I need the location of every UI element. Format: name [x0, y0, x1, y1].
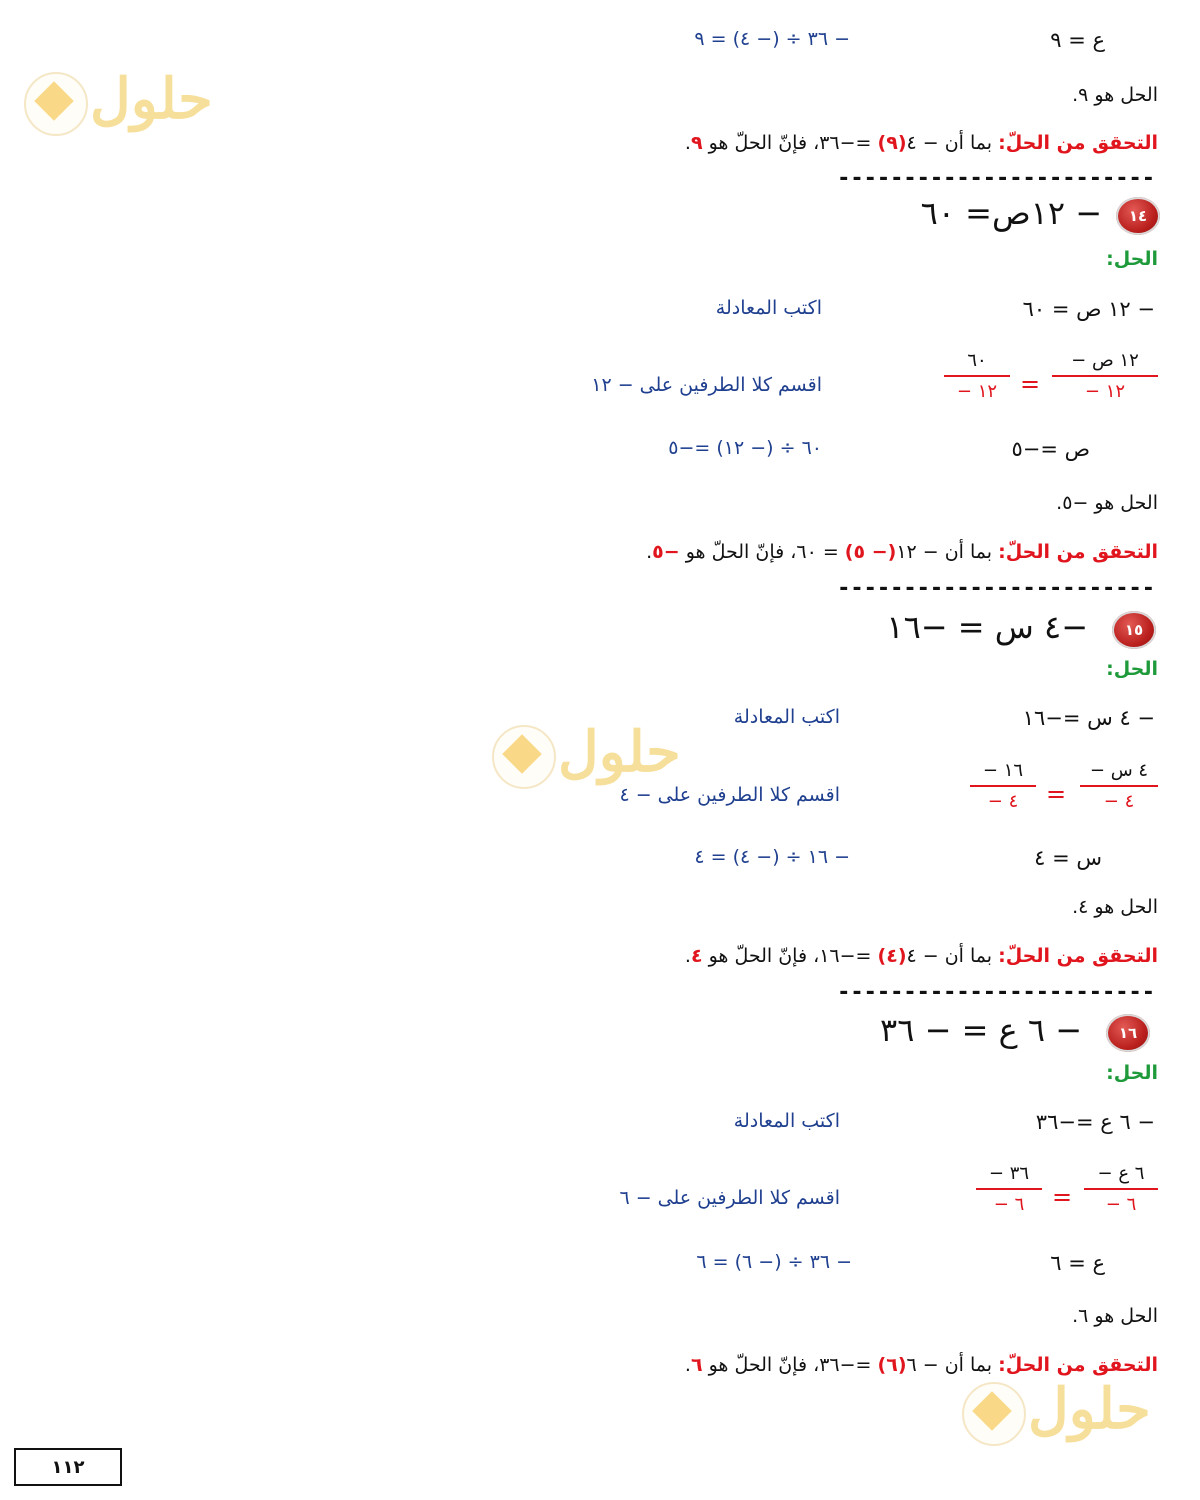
divider: ------------------------ [837, 576, 1155, 601]
step-note: − ١٦ ÷ (− ٤) = ٤ [694, 846, 850, 868]
step-equation: − ١٢ ص = ٦٠ [1022, 297, 1155, 321]
check-line: التحقق من الحلّ: بما أن − ٤(٤) =−١٦، فإنّ الحلّ هو ٤. [684, 945, 1158, 967]
step-equation: − ٦ ع =−٣٦ [1035, 1110, 1155, 1134]
step-note: اكتب المعادلة [733, 1110, 840, 1132]
fraction-right: − ٣٦ − ٦ [976, 1163, 1042, 1215]
fraction-right: − ١٦ − ٤ [970, 760, 1036, 812]
check-line: التحقق من الحلّ: بما أن − ٦(٦) =−٣٦، فإنّ الحلّ هو ٦. [684, 1354, 1158, 1376]
step-equation: ص =−٥ [1011, 437, 1090, 461]
problem-badge: ١٤ [1116, 197, 1160, 235]
equals-sign: = [1052, 1183, 1073, 1211]
check-line: التحقق من الحلّ: بما أن − ١٢(− ٥) = ٦٠، فإنّ الحلّ هو −٥. [646, 541, 1158, 563]
fraction-left: − ١٢ ص − ١٢ [1052, 350, 1158, 402]
step-note: − ٣٦ ÷ (− ٤) = ٩ [694, 28, 850, 50]
problem-equation: − ١٢ص= ٦٠ [920, 194, 1102, 232]
solution-label: الحل: [1106, 1062, 1158, 1084]
equals-sign: = [1046, 780, 1067, 808]
check-line: التحقق من الحلّ: بما أن − ٤(٩) =−٣٦، فإنّ الحلّ هو ٩. [684, 132, 1158, 154]
solution-label: الحل: [1106, 658, 1158, 680]
problem-badge: ١٦ [1106, 1014, 1150, 1052]
problem-equation: −٤ س = −١٦ [886, 608, 1088, 646]
step-equation: ع = ٩ [1050, 28, 1105, 52]
equals-sign: = [1020, 370, 1041, 398]
check-label: التحقق من الحلّ: [998, 132, 1158, 154]
divider: ------------------------ [837, 980, 1155, 1005]
step-equation: ع = ٦ [1050, 1251, 1105, 1275]
step-note: اكتب المعادلة [733, 706, 840, 728]
fraction-left: − ٦ ع − ٦ [1084, 1163, 1158, 1215]
solution-text: الحل هو ٦. [1072, 1305, 1158, 1327]
step-note: اقسم كلا الطرفين على − ٤ [619, 784, 840, 806]
solution-label: الحل: [1106, 248, 1158, 270]
step-note: اقسم كلا الطرفين على − ١٢ [591, 374, 822, 396]
check-label: التحقق من الحلّ: [998, 1354, 1158, 1376]
fraction-right: ٦٠ − ١٢ [944, 350, 1010, 402]
step-note: ٦٠ ÷ (− ١٢) =−٥ [668, 437, 822, 459]
solution-text: الحل هو −٥. [1056, 492, 1158, 514]
check-label: التحقق من الحلّ: [998, 541, 1158, 563]
step-equation: س = ٤ [1034, 846, 1102, 870]
fraction-left: − ٤ س − ٤ [1080, 760, 1158, 812]
solution-text: الحل هو ٤. [1072, 896, 1158, 918]
problem-badge: ١٥ [1112, 611, 1156, 649]
problem-equation: − ٦ ع = − ٣٦ [880, 1011, 1082, 1049]
step-note: اقسم كلا الطرفين على − ٦ [619, 1187, 840, 1209]
page-number: ١١٢ [14, 1448, 122, 1486]
check-label: التحقق من الحلّ: [998, 945, 1158, 967]
solution-text: الحل هو ٩. [1072, 84, 1158, 106]
step-equation: − ٤ س =−١٦ [1022, 706, 1155, 730]
step-note: اكتب المعادلة [715, 297, 822, 319]
step-note: − ٣٦ ÷ (− ٦) = ٦ [696, 1251, 852, 1273]
divider: ------------------------ [837, 166, 1155, 191]
